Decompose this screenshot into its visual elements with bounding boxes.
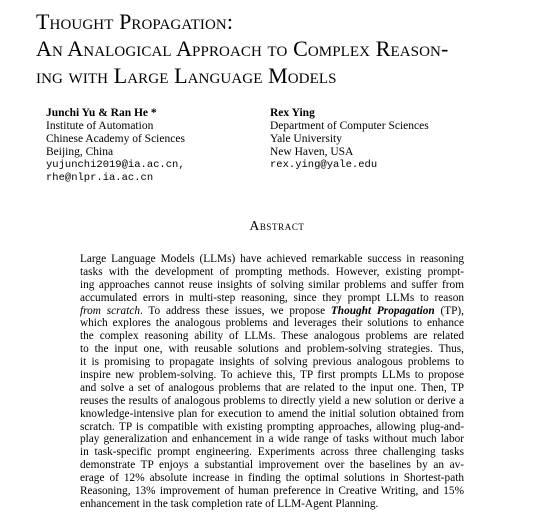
- affiliation-line: Yale University: [270, 133, 342, 145]
- abstract-line: accumulated errors in multi-step reasoning, since they prompt LLMs to reason: [80, 291, 464, 304]
- emphasis-text: from scratch: [80, 304, 140, 317]
- author-email: rex.ying@yale.edu: [270, 159, 378, 171]
- affiliation-line: Chinese Academy of Sciences: [46, 133, 185, 145]
- abstract-line: play generalization and enhancement in a wide range of tasks without much labor: [80, 433, 464, 446]
- abstract-line: tasks with the development of prompting methods. However, existing prompt-: [80, 265, 464, 278]
- abstract-text: . To address these issues, we propose: [140, 304, 331, 317]
- title-line: ing with Large Language Models: [36, 63, 337, 88]
- abstract-line: Reasoning, 13% improvement of human preference in Creative Writing, and 15%: [80, 485, 464, 498]
- affiliation-line: Beijing, China: [46, 146, 114, 158]
- abstract-line: demonstrate TP enjoys a substantial improvement over the baselines by an av-: [80, 459, 464, 472]
- abstract-line: scratch. TP is compatible with existing prompting approaches, allowing plug-and-: [80, 420, 464, 433]
- abstract-line: which explores the analogous problems and leverages their solutions to enhance: [80, 317, 464, 330]
- abstract-line: knowledge-intensive plan for execution to amend the initial solution obtained from: [80, 407, 464, 420]
- abstract-heading: Abstract: [249, 218, 305, 233]
- abstract-line: enhancement in the task completion rate of LLM-Agent Planning.: [80, 497, 379, 510]
- author-block-right: [270, 107, 470, 172]
- affiliation-line: New Haven, USA: [270, 146, 354, 158]
- affiliation-line: Department of Computer Sciences: [270, 120, 429, 132]
- affiliation-line: Institute of Automation: [46, 120, 154, 132]
- abstract-line: erage of 12% absolute increase in finding the optimal solutions in Shortest-path: [80, 472, 464, 485]
- abstract-line: to the input one, with reusable solutions and problem-solving strategies. Thus,: [80, 343, 464, 356]
- abstract-text: (TP),: [434, 304, 464, 317]
- paper-title: [36, 8, 536, 89]
- title-line: Thought Propagation:: [36, 9, 234, 34]
- author-block-left: [46, 107, 246, 185]
- abstract-line: the complex reasoning ability of LLMs. These analogous problems are related: [80, 330, 464, 343]
- abstract-line: inspire new problem-solving. To achieve this, TP first prompts LLMs to propose: [80, 369, 464, 382]
- title-line: An Analogical Approach to Complex Reason-: [36, 36, 449, 61]
- abstract-line: and solve a set of analogous problems that are related to the input one. Then, TP: [80, 381, 464, 394]
- abstract-line: ing approaches cannot reuse insights of solving similar problems and suffer from: [80, 278, 464, 291]
- abstract-line: Large Language Models (LLMs) have achieved remarkable success in reasoning: [80, 253, 464, 265]
- author-email: yujunchi2019@ia.ac.cn,: [46, 159, 185, 171]
- author-names: Rex Ying: [270, 107, 315, 119]
- abstract-line: in task-specific prompt engineering. Experiments across three challenging tasks: [80, 446, 464, 459]
- method-name: Thought Propagation: [330, 304, 435, 317]
- abstract-line: reuses the results of analogous problems to directly yield a new solution or derive a: [80, 394, 464, 407]
- author-names: Junchi Yu & Ran He *: [46, 107, 157, 119]
- abstract-body: [80, 253, 464, 511]
- abstract-line-styled: [80, 305, 464, 318]
- author-email: rhe@nlpr.ia.ac.cn: [46, 172, 154, 184]
- abstract-line: it is promising to propagate insights of solving previous analogous problems to: [80, 356, 464, 369]
